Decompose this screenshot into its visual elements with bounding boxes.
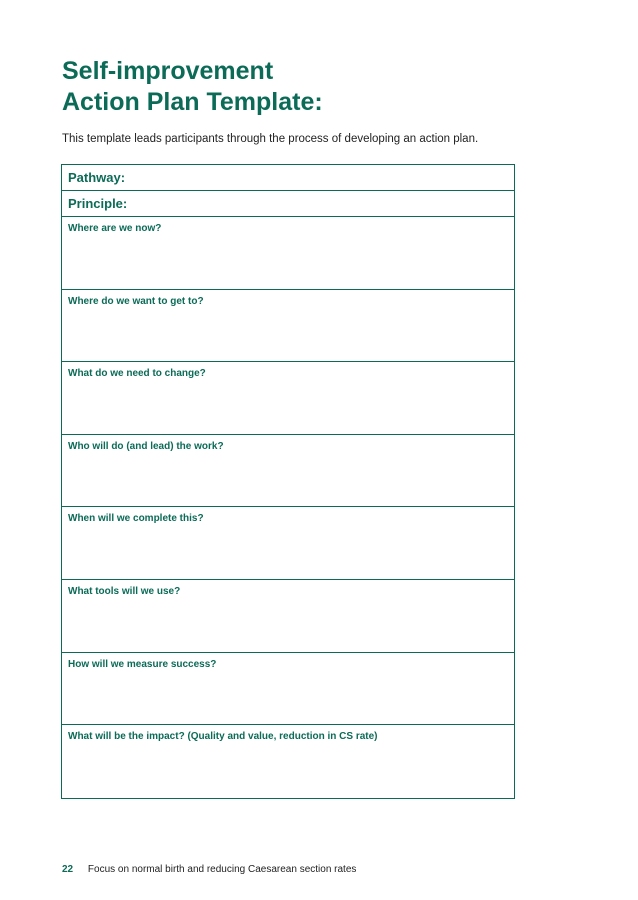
question-label: Where are we now?: [68, 223, 162, 234]
action-plan-table: [61, 164, 515, 799]
question-row-measure[interactable]: [62, 653, 514, 726]
question-label: What tools will we use?: [68, 585, 181, 597]
question-row-when[interactable]: [62, 507, 514, 580]
question-row-who[interactable]: [62, 435, 514, 508]
question-label: Where do we want to get to?: [68, 295, 204, 307]
intro-text: This template leads participants through the process of developing an action plan.: [62, 133, 479, 145]
question-label: Who will do (and lead) the work?: [68, 440, 224, 452]
question-row-where-to[interactable]: [62, 290, 514, 363]
footer-text: Focus on normal birth and reducing Caesarean section rates: [87, 864, 357, 875]
question-row-impact[interactable]: [62, 725, 514, 798]
principle-label: Principle:: [68, 196, 128, 211]
page-footer: [62, 864, 356, 875]
page-number: 22: [62, 864, 74, 875]
pathway-label: Pathway:: [68, 170, 126, 185]
question-label: What do we need to change?: [68, 368, 206, 380]
question-row-change[interactable]: [62, 362, 514, 435]
title-line-2: Action Plan Template:: [62, 88, 323, 116]
title-line-1: Self-improvement: [62, 57, 274, 85]
page-title: [62, 56, 323, 118]
principle-row[interactable]: [62, 191, 514, 217]
question-row-where-now[interactable]: [62, 217, 514, 290]
pathway-row[interactable]: [62, 165, 514, 191]
question-label: What will be the impact? (Quality and value, reduction in CS rate): [68, 731, 378, 743]
question-row-tools[interactable]: [62, 580, 514, 653]
question-label: When will we complete this?: [68, 513, 204, 525]
question-label: How will we measure success?: [68, 658, 217, 670]
